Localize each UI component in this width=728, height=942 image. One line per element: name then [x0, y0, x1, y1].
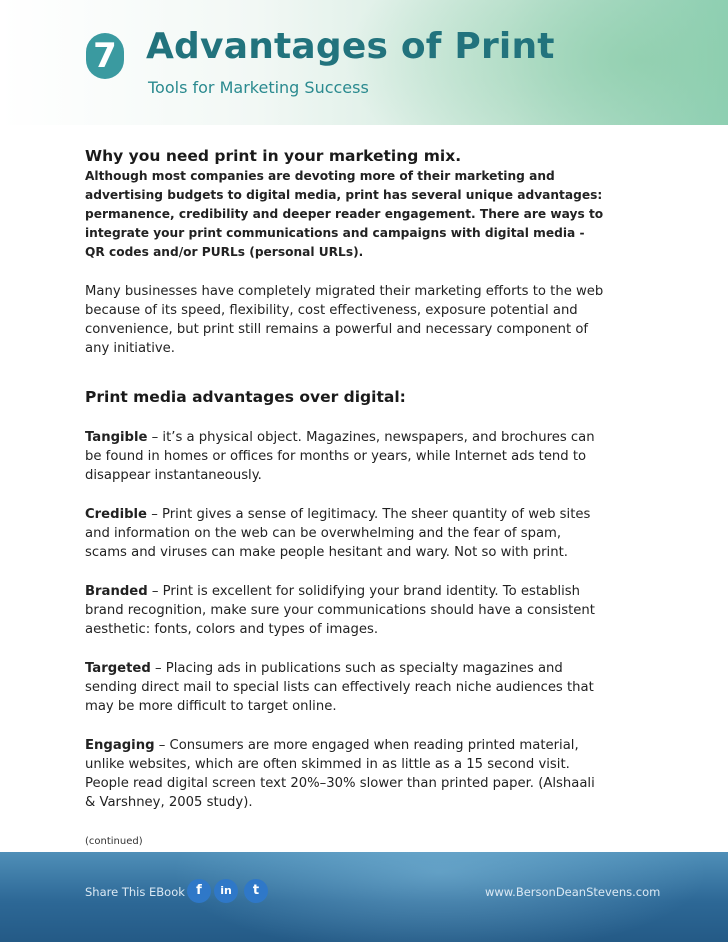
continued-note: (continued) — [85, 836, 143, 847]
advantage-item — [85, 736, 605, 812]
main-content — [85, 145, 605, 851]
intro-heading: Why you need print in your marketing mix. — [85, 147, 462, 165]
advantage-text: – Print is excellent for solidifying your brand identity. To establish brand recognition, make sure your communications should have a consistent aesthetic: fonts, colors and types of images. — [85, 584, 595, 637]
page-subtitle: Tools for Marketing Success — [148, 78, 369, 97]
advantage-item — [85, 428, 605, 485]
page-title: Advantages of Print — [146, 26, 555, 67]
intro-paragraph: Many businesses have completely migrated their marketing efforts to the web because of its speed, flexibility, cost effectiveness, exposure potential and convenience, but print still remains a powerful and necessary component of any initiative. — [85, 284, 604, 356]
advantage-label: Targeted — [85, 661, 151, 676]
share-label: Share This EBook — [85, 885, 185, 899]
twitter-glyph: t — [252, 883, 260, 898]
advantage-label: Tangible — [85, 430, 148, 445]
advantage-text: – it’s a physical object. Magazines, newspapers, and brochures can be found in homes or offices for months or years, while Internet ads tend to disappear instantaneously. — [85, 430, 595, 483]
advantage-item — [85, 659, 605, 716]
header-banner — [0, 0, 728, 125]
footer-bar — [0, 852, 728, 942]
facebook-icon[interactable] — [187, 879, 211, 903]
advantage-text: – Placing ads in publications such as specialty magazines and sending direct mail to special lists can effectively reach niche audiences that may be more difficult to target online. — [85, 661, 594, 714]
advantage-item — [85, 505, 605, 562]
chapter-number-badge: 7 — [86, 33, 124, 79]
intro-bold-paragraph: Although most companies are devoting more of their marketing and advertising budgets to digital media, print has several unique advantages: permanence, credibility and deeper reader engagement. There are ways to integrate your print communications and campaigns with digital media - QR codes and/or PURLs (personal URLs). — [85, 169, 604, 259]
advantages-heading: Print media advantages over digital: — [85, 388, 406, 406]
advantage-label: Credible — [85, 507, 147, 522]
linkedin-glyph: in — [220, 884, 232, 897]
advantage-label: Engaging — [85, 738, 155, 753]
website-link[interactable]: www.BersonDeanStevens.com — [485, 885, 661, 899]
advantage-label: Branded — [85, 584, 148, 599]
advantage-text: – Consumers are more engaged when reading printed material, unlike websites, which are often skimmed in as little as a 15 second visit. People read digital screen text 20%–30% slower than printed paper. (Alshaali & Varshney, 2005 study). — [85, 738, 595, 810]
facebook-glyph: f — [196, 883, 202, 898]
linkedin-icon[interactable] — [214, 879, 238, 903]
twitter-icon[interactable] — [244, 879, 268, 903]
advantage-item — [85, 582, 605, 639]
advantage-text: – Print gives a sense of legitimacy. The sheer quantity of web sites and information on the web can be overwhelming and the fear of spam, scams and viruses can make people hesitant and wary. Not so with print. — [85, 507, 591, 560]
